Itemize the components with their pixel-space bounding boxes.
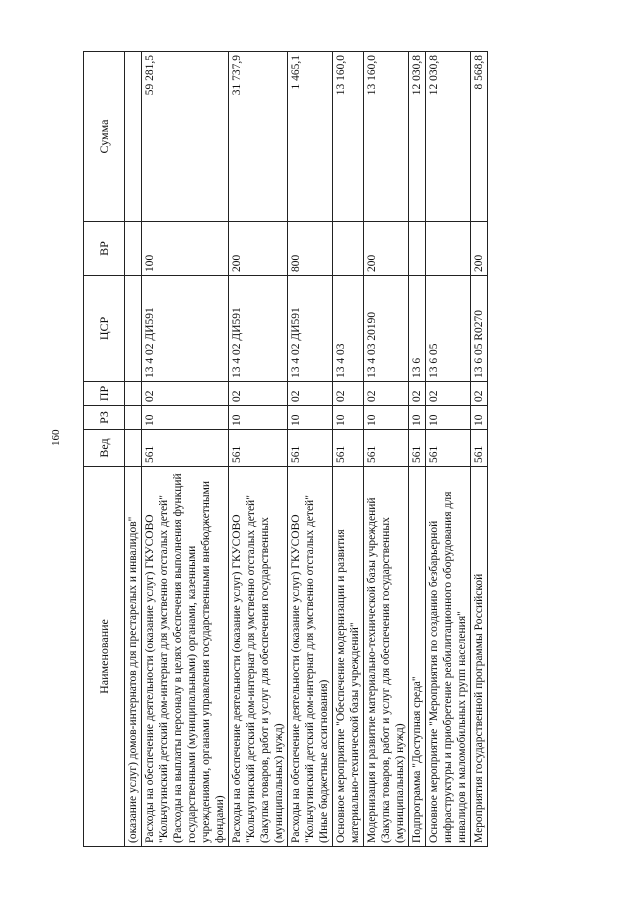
row-csr: 13 6 05 R0270 bbox=[471, 276, 488, 382]
row-sum: 13 160,0 bbox=[364, 52, 409, 222]
row-pr bbox=[125, 382, 142, 406]
row-rz: 10 bbox=[288, 406, 333, 430]
row-name: Подпрограмма "Доступная среда" bbox=[409, 467, 426, 847]
header-vr: ВР bbox=[84, 222, 125, 276]
row-rz: 10 bbox=[142, 406, 229, 430]
rotated-table-container bbox=[83, 52, 619, 847]
row-csr: 13 4 02 ДИ591 bbox=[288, 276, 333, 382]
row-pr: 02 bbox=[426, 382, 471, 406]
row-sum: 1 465,1 bbox=[288, 52, 333, 222]
row-name: Расходы на обеспечение деятельности (оказание услуг) ГКУСОВО "Кольчугинский детский дом-интернат для умственно отсталых детей" (Расходы на выплаты персоналу в целях обеспечения выполнения функций государственными (муниципальными) органами, казенными учреждениями, органами управления государственными внебюджетными фондами) bbox=[142, 467, 229, 847]
row-rz bbox=[125, 406, 142, 430]
table-row bbox=[471, 52, 488, 847]
header-rz: РЗ bbox=[84, 406, 125, 430]
row-ved: 561 bbox=[229, 430, 288, 467]
header-csr: ЦСР bbox=[84, 276, 125, 382]
row-csr: 13 4 03 20190 bbox=[364, 276, 409, 382]
row-ved: 561 bbox=[288, 430, 333, 467]
row-pr: 02 bbox=[333, 382, 364, 406]
row-rz: 10 bbox=[409, 406, 426, 430]
row-csr: 13 6 05 bbox=[426, 276, 471, 382]
table-row bbox=[288, 52, 333, 847]
row-csr: 13 4 02 ДИ591 bbox=[229, 276, 288, 382]
row-csr: 13 4 03 bbox=[333, 276, 364, 382]
row-sum: 59 281,5 bbox=[142, 52, 229, 222]
row-vr bbox=[426, 222, 471, 276]
row-vr bbox=[333, 222, 364, 276]
row-ved: 561 bbox=[364, 430, 409, 467]
row-rz: 10 bbox=[333, 406, 364, 430]
table-row bbox=[142, 52, 229, 847]
row-pr: 02 bbox=[471, 382, 488, 406]
row-name: Основное мероприятие "Мероприятия по созданию безбарьерной инфраструктуры и приобретение реабилитационного оборудования для инвалидов и маломобильных групп населения" bbox=[426, 467, 471, 847]
table-row bbox=[426, 52, 471, 847]
row-ved: 561 bbox=[426, 430, 471, 467]
row-pr: 02 bbox=[288, 382, 333, 406]
table-row bbox=[229, 52, 288, 847]
row-name: (оказание услуг) домов-интернатов для престарелых и инвалидов" bbox=[125, 467, 142, 847]
row-name: Модернизация и развитие материально-технической базы учреждений (Закупка товаров, работ и услуг для обеспечения государственных (муниципальных) нужд) bbox=[364, 467, 409, 847]
row-sum: 13 160,0 bbox=[333, 52, 364, 222]
row-name: Мероприятия государственной программы Российской bbox=[471, 467, 488, 847]
row-csr bbox=[125, 276, 142, 382]
header-name: Наименование bbox=[84, 467, 125, 847]
row-pr: 02 bbox=[364, 382, 409, 406]
table-row bbox=[409, 52, 426, 847]
row-ved: 561 bbox=[333, 430, 364, 467]
row-vr bbox=[409, 222, 426, 276]
page-number: 160 bbox=[50, 429, 62, 446]
row-vr bbox=[125, 222, 142, 276]
row-csr: 13 4 02 ДИ591 bbox=[142, 276, 229, 382]
table-header-row bbox=[84, 52, 125, 847]
row-vr: 200 bbox=[229, 222, 288, 276]
row-rz: 10 bbox=[229, 406, 288, 430]
row-ved: 561 bbox=[471, 430, 488, 467]
row-vr: 800 bbox=[288, 222, 333, 276]
row-vr: 100 bbox=[142, 222, 229, 276]
budget-table bbox=[83, 51, 488, 847]
table-row bbox=[364, 52, 409, 847]
row-sum bbox=[125, 52, 142, 222]
row-ved bbox=[125, 430, 142, 467]
row-name: Расходы на обеспечение деятельности (оказание услуг) ГКУСОВО "Кольчугинский детский дом-интернат для умственно отсталых детей" (Закупка товаров, работ и услуг для обеспечения государственных (муниципальных) нужд) bbox=[229, 467, 288, 847]
row-sum: 12 030,8 bbox=[409, 52, 426, 222]
row-vr: 200 bbox=[364, 222, 409, 276]
row-sum: 12 030,8 bbox=[426, 52, 471, 222]
row-name: Основное мероприятие "Обеспечение модернизации и развития материально-технической базы учреждений" bbox=[333, 467, 364, 847]
row-sum: 8 568,8 bbox=[471, 52, 488, 222]
row-ved: 561 bbox=[142, 430, 229, 467]
table-row bbox=[333, 52, 364, 847]
row-name: Расходы на обеспечение деятельности (оказание услуг) ГКУСОВО "Кольчугинский детский дом-интернат для умственно отсталых детей" (Иные бюджетные ассигнования) bbox=[288, 467, 333, 847]
row-sum: 31 737,9 bbox=[229, 52, 288, 222]
header-sum: Сумма bbox=[84, 52, 125, 222]
row-rz: 10 bbox=[364, 406, 409, 430]
header-ved: Вед bbox=[84, 430, 125, 467]
row-pr: 02 bbox=[142, 382, 229, 406]
row-rz: 10 bbox=[471, 406, 488, 430]
row-pr: 02 bbox=[409, 382, 426, 406]
row-pr: 02 bbox=[229, 382, 288, 406]
header-pr: ПР bbox=[84, 382, 125, 406]
row-rz: 10 bbox=[426, 406, 471, 430]
row-vr: 200 bbox=[471, 222, 488, 276]
table-row bbox=[125, 52, 142, 847]
row-ved: 561 bbox=[409, 430, 426, 467]
row-csr: 13 6 bbox=[409, 276, 426, 382]
